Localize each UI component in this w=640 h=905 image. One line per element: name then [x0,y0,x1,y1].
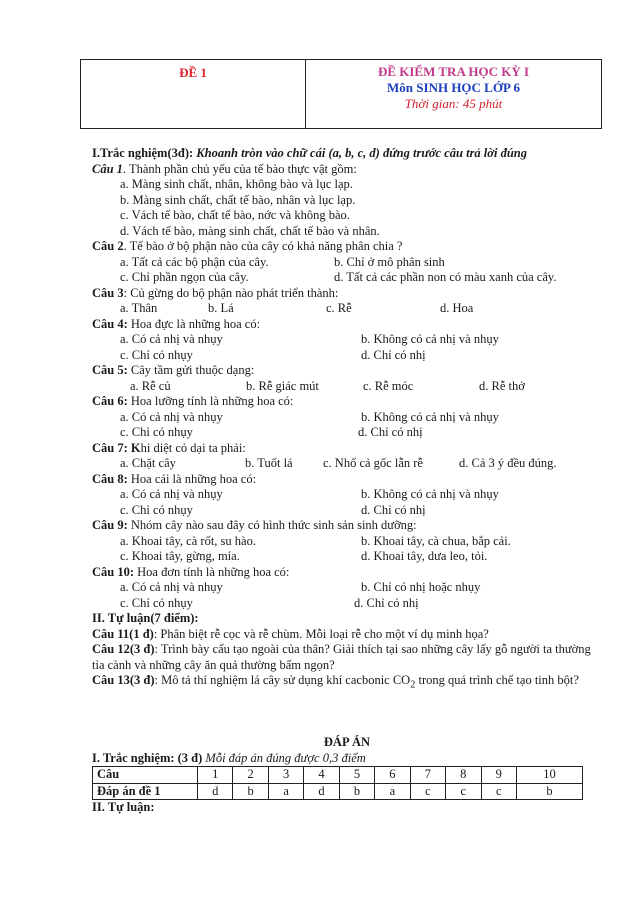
option: b. Rễ giác mút [246,378,319,393]
question-text: Hoa đực là những hoa có: [127,316,261,331]
part2-heading: II. Tự luận(7 điểm): [92,611,199,625]
option: c. Chỉ có nhụy [120,595,193,610]
option-row [92,580,602,596]
question-label: Câu 4: [92,316,128,331]
table-cell: a [268,783,303,800]
table-cell: 9 [481,767,516,784]
table-row [93,767,583,784]
exam-body [92,146,602,816]
option: b. Chỉ ở mô phân sinh [334,254,445,269]
question-text: Nhóm cây nào sau đây có hình thức sinh sản sinh dưỡng: [127,518,417,532]
answers-part2: II. Tự luận: [92,800,155,814]
table-cell: c [481,783,516,800]
option: c. Chỉ có nhụy [120,347,193,362]
option: b. Không có cả nhị và nhụy [361,332,499,346]
option: c. Chỉ có nhụy [120,502,193,517]
answers-note: Mỗi đáp án đúng được 0,3 điểm [202,750,366,765]
question-label: Câu 3 [92,285,124,300]
question-text: Hoa đơn tính là những hoa có: [134,564,290,579]
option: a. Khoai tây, cà rốt, su hào. [120,533,256,548]
option: c. Rễ móc [363,378,414,393]
table-cell: 10 [516,767,582,784]
option: c. Khoai tây, gừng, mía. [120,549,240,563]
option: d. Khoai tây, dưa leo, tỏi. [361,549,488,563]
question-3 [92,286,602,302]
option: c. Rễ [326,301,352,315]
option-row [92,301,602,317]
answers-heading-line [92,751,602,767]
option-row [92,425,602,441]
question-label: Câu 7: K [92,440,141,455]
option: a. Thân [120,301,158,315]
option: d. Chỉ có nhị [361,347,426,362]
table-cell: b [516,783,582,800]
question-label: Câu 11(1 đ) [92,626,154,641]
question-text: . Thành phần chủ yếu của tế bào thực vật gồm: [122,161,357,176]
table-cell: c [410,783,445,800]
table-cell: 2 [233,767,268,784]
option: d. Rễ thở [479,378,525,393]
question-label: Câu 13(3 đ) [92,673,155,687]
exam-title-block [306,60,601,128]
option: d. Hoa [440,301,474,315]
part1-instruction: Khoanh tròn vào chữ cái (a, b, c, d) đứng trước câu trả lời đúng [196,146,527,160]
question-1 [92,162,602,178]
table-cell: 1 [198,767,233,784]
question-label: Câu 8: [92,471,128,486]
question-text: Cây tầm gửi thuộc dạng: [127,363,255,377]
option-row [92,379,602,395]
option: b. Lá [208,301,234,315]
table-cell: b [233,783,268,800]
question-6 [92,394,602,410]
part1-heading: I.Trắc nghiệm(3đ): [92,146,194,160]
answers-heading: I. Trắc nghiệm: (3 đ) [92,750,203,765]
option: a. Rễ củ [130,378,171,393]
option: a. Có cả nhị và nhụy [120,332,223,346]
question-text: . Tế bào ở bộ phận nào của cây có khả năng phân chia ? [123,239,403,253]
question-text: : Phân biệt rễ cọc và rễ chùm. Mỗi loại rễ cho một ví dụ minh họa? [153,626,489,641]
subscript: 2 [410,679,416,691]
table-cell: 6 [375,767,410,784]
option: a. Có cả nhị và nhụy [120,580,223,594]
option-row [92,270,602,286]
table-cell: 3 [268,767,303,784]
header-box [80,59,602,129]
question-10 [92,565,602,581]
question-text: : Củ gừng do bộ phận nào phát triển thành: [123,285,339,300]
table-cell: a [375,783,410,800]
question-text: hi diệt cỏ dại ta phải: [140,440,246,455]
question-label: Câu 12(3 đ) [92,642,155,656]
exam-code: ĐỀ 1 [81,60,306,128]
question-text: Hoa cái là những hoa có: [127,471,257,486]
table-row [93,783,583,800]
option-row [92,456,602,472]
table-cell: d [304,783,339,800]
option-row [92,487,602,503]
option: c. Chỉ phần ngọn của cây. [120,270,249,284]
question-text: : Mô tả thí nghiệm lá cây sử dụng khí cacbonic CO [154,673,411,687]
question-13 [92,673,602,693]
question-2 [92,239,602,255]
option: d. Chỉ có nhị [361,502,426,517]
question-label: Câu 5: [92,363,128,377]
option: d. Chỉ có nhị [354,595,419,610]
table-cell: 8 [446,767,481,784]
answers-title: ĐÁP ÁN [323,735,371,749]
option: b. Tuốt lá [245,456,293,470]
option: c. Chỉ có nhụy [120,425,193,439]
question-label: Câu 6: [92,394,128,408]
question-9 [92,518,602,534]
question-7 [92,441,602,457]
option-row [92,549,602,565]
table-cell: 4 [304,767,339,784]
question-text-end: trong quá trình chế tạo tinh bột? [415,673,579,687]
question-5 [92,363,602,379]
question-12 [92,642,602,673]
question-label: Câu 9: [92,518,128,532]
option: a. Có cả nhị và nhụy [120,487,223,501]
option: c. Nhổ cả gốc lẫn rễ [323,456,423,470]
option: b. Màng sinh chất, chất tế bào, nhân và lục lạp. [120,192,356,207]
option: d. Tất cả các phần non có màu xanh của cây. [334,270,557,284]
question-8 [92,472,602,488]
question-text: Hoa lưỡng tính là những hoa có: [127,394,294,408]
option: d. Chỉ có nhị [358,425,423,439]
question-label: Câu 10: [92,564,135,579]
option: b. Không có cả nhị và nhụy [361,409,499,424]
option-row [92,410,602,426]
table-cell: 7 [410,767,445,784]
exam-title: ĐỀ KIỂM TRA HỌC KỲ I [377,64,530,79]
question-4 [92,317,602,333]
option: d. Vách tế bào, màng sinh chất, chất tế bào và nhân. [120,223,380,238]
option-row [92,255,602,271]
option: b. Chỉ có nhị hoặc nhụy [361,580,481,594]
table-cell: 5 [339,767,374,784]
table-cell: c [446,783,481,800]
question-label: Câu 2 [92,239,124,253]
option: c. Vách tế bào, chất tế bào, nớc và không bào. [120,208,350,222]
option-row [92,332,602,348]
option-row [92,534,602,550]
table-header-cell: Câu [93,767,198,784]
option: a. Chặt cây [120,456,176,470]
table-cell: d [198,783,233,800]
option: a. Tất cả các bộ phận của cây. [120,254,269,269]
answer-table [92,766,583,800]
question-label: Câu 1 [92,161,123,176]
option: b. Khoai tây, cà chua, bắp cải. [361,533,511,548]
option: a. Màng sinh chất, nhân, không bào và lục lạp. [120,177,353,191]
exam-subject: Môn SINH HỌC LỚP 6 [387,80,520,95]
table-header-cell: Đáp án đề 1 [93,783,198,800]
question-text: : Trình bày cấu tạo ngoài của thân? Giải thích tại sao những cây lấy gỗ người ta thường tỉa cành và những cây ăn quả thường bấm ngọn? [92,642,591,672]
question-11 [92,627,602,643]
option: d. Cả 3 ý đều đúng. [459,456,557,470]
exam-time: Thời gian: 45 phút [404,96,503,111]
part1-heading-line [92,146,602,162]
option-row [92,348,602,364]
option-row [92,503,602,519]
option-row [92,596,602,612]
table-cell: b [339,783,374,800]
option: b. Không có cả nhị và nhụy [361,487,499,501]
option: a. Có cả nhị và nhụy [120,409,223,424]
